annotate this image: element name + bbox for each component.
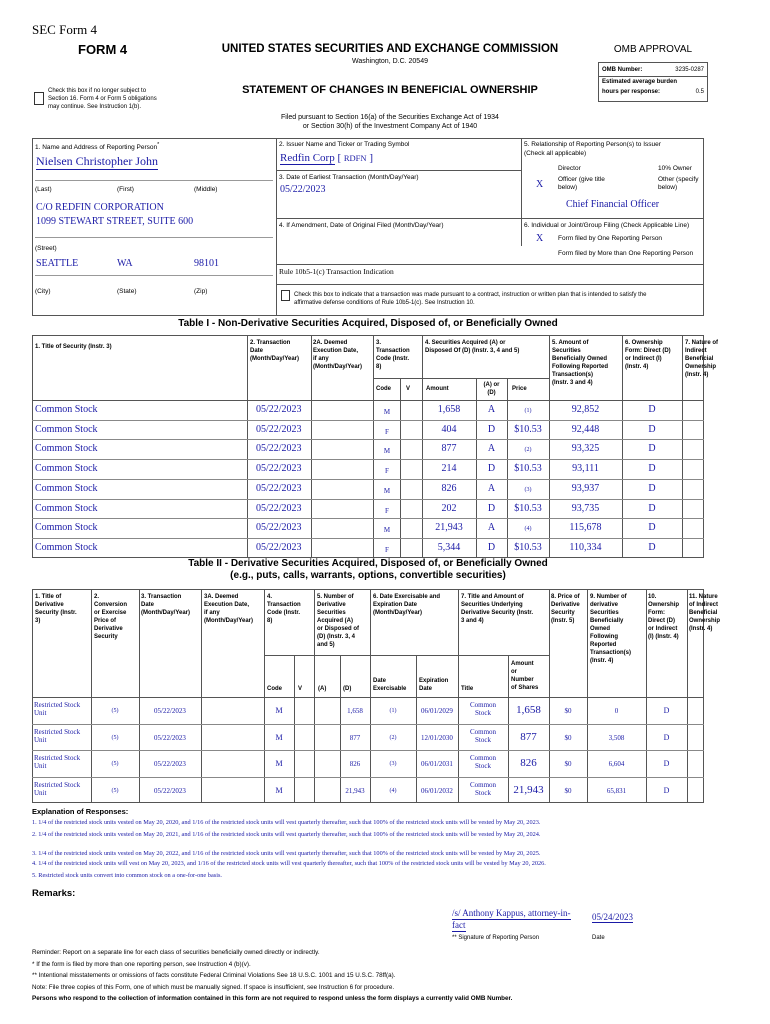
zip: 98101 xyxy=(194,258,219,269)
t2-underlying-line1: Common xyxy=(469,780,497,789)
t1-date: 05/22/2023 xyxy=(256,443,302,455)
t2-title-line2: Unit xyxy=(34,788,47,797)
t1-h-date: 2. Transaction Date (Month/Day/Year) xyxy=(250,340,300,362)
t1-title: Common Stock xyxy=(35,522,98,534)
filing-label: 6. Individual or Joint/Group Filing (Check Applicable Line) xyxy=(524,222,690,229)
t1-owned: 115,678 xyxy=(569,522,602,534)
t2-disposed: 877 xyxy=(349,733,361,742)
t1-amount: 214 xyxy=(441,463,457,475)
amendment-label: 4. If Amendment, Date of Original Filed (Month/Day/Year) xyxy=(279,222,444,229)
t2-h-date: 3. Transaction Date (Month/Day/Year) xyxy=(141,594,191,616)
t2-date-exercisable: (3) xyxy=(389,761,397,767)
t2-expiration: 06/01/2031 xyxy=(421,760,453,768)
t1-amount: 1,658 xyxy=(437,404,461,415)
t2-h-d: (D) xyxy=(343,686,352,692)
t2-form: D xyxy=(663,785,670,795)
t1-ad: D xyxy=(487,423,496,435)
t1-ad: A xyxy=(487,443,496,455)
t1-h-owned: 5. Amount of Securities Beneficially Owned Following Reported Transaction(s) (Instr. 3 and 4) xyxy=(552,340,608,386)
one-person-check[interactable]: X xyxy=(536,233,544,244)
t1-form: D xyxy=(648,443,656,455)
other-label: Other (specify below) xyxy=(658,176,699,191)
t2-date: 05/22/2023 xyxy=(154,760,186,768)
t1-title: Common Stock xyxy=(35,482,98,494)
t1-form: D xyxy=(648,522,656,534)
t1-title: Common Stock xyxy=(35,404,98,415)
footer-reminder: Reminder: Report on a separate line for each class of securities beneficially owned directly or indirectly. xyxy=(32,949,320,956)
footer-misstatement: ** Intentional misstatements or omissions of facts constitute Federal Criminal Violations See 18 U.S.C. 1001 and 15 U.S.C. 78ff(a). xyxy=(32,972,396,979)
omb-title: OMB APPROVAL xyxy=(613,44,693,55)
check-note: Check this box if no longer subject to Section 16. Form 4 or Form 5 obligations may continue. See Instruction 1(b). xyxy=(48,88,157,110)
t2-underlying-line2: Stock xyxy=(475,735,491,744)
t2-conversion: (5) xyxy=(111,761,119,767)
t2-expiration: 06/01/2032 xyxy=(421,786,453,795)
t2-owned: 0 xyxy=(614,707,619,715)
t2-date-exercisable: (1) xyxy=(389,708,397,714)
officer-check[interactable]: X xyxy=(536,179,544,190)
explanation-4: 4. 1/4 of the restricted stock units will vest on May 20, 2023, and 1/16 of the restricted stock units will vest quarterly thereafter, such that 100% of the restricted stock units will be vested by May 20, 2026. xyxy=(32,860,546,867)
multi-person-label: Form filed by More than One Reporting Person xyxy=(558,250,694,257)
t1-ad: A xyxy=(487,522,496,534)
filed-note: Filed pursuant to Section 16(a) of the Securities Exchange Act of 1934 or Section 30(h) of the Investment Company Act of 1940 xyxy=(281,114,499,130)
t1-price: $10.53 xyxy=(514,423,542,435)
t1-owned: 93,111 xyxy=(572,463,599,475)
t1-amount: 877 xyxy=(441,443,457,455)
t2-underlying-line2: Stock xyxy=(475,762,491,770)
issuer-label: 2. Issuer Name and Ticker or Trading Symbol xyxy=(279,141,410,148)
commission-title: UNITED STATES SECURITIES AND EXCHANGE COMMISSION xyxy=(221,43,559,55)
t1-price: $10.53 xyxy=(514,541,542,553)
t2-expiration: 12/01/2030 xyxy=(421,733,453,742)
t2-h-price: 8. Price of Derivative Security (Instr. 5) xyxy=(551,594,580,624)
t1-owned: 92,448 xyxy=(571,423,600,435)
reporting-person-label: 1. Name and Address of Reporting Person* xyxy=(35,142,160,152)
t2-h-a: (A) xyxy=(318,686,327,692)
t1-owned: 92,852 xyxy=(571,404,600,415)
t2-h-amount: Amount or Number of Shares xyxy=(511,661,539,691)
t1-owned: 93,735 xyxy=(571,502,600,514)
t1-title: Common Stock xyxy=(35,541,98,553)
explanation-list xyxy=(32,819,704,880)
omb-burden-label: Estimated average burden xyxy=(602,79,678,85)
omb-hours-label: hours per response: xyxy=(602,89,661,95)
t1-h-aord: (A) or (D) xyxy=(483,382,500,396)
explanation-3: 3. 1/4 of the restricted stock units vested on May 20, 2022, and 1/16 of the restricted stock units will vest quarterly thereafter, such that 100% of the restricted stock units will be vested by May 20, 2025. xyxy=(32,850,541,857)
t1-date: 05/22/2023 xyxy=(256,482,302,494)
t2-code: M xyxy=(275,706,283,715)
t2-underlying-line1: Common xyxy=(469,727,497,736)
t2-form: D xyxy=(663,732,670,742)
t2-underlying-line2: Stock xyxy=(475,709,491,717)
t2-title-line2: Unit xyxy=(34,735,47,744)
t2-form: D xyxy=(663,706,670,715)
t1-h-form: 6. Ownership Form: Direct (D) or Indirect (I) (Instr. 4) xyxy=(625,340,671,370)
t1-date: 05/22/2023 xyxy=(256,463,302,475)
t1-price: $10.53 xyxy=(514,463,542,475)
t2-title-line2: Unit xyxy=(34,762,47,770)
one-person-label: Form filed by One Reporting Person xyxy=(558,235,663,242)
t2-h-owned: 9. Number of derivative Securities Beneficially Owned Following Reported Transaction(s) (Instr. 4) xyxy=(590,594,632,664)
rule-text: Check this box to indicate that a transaction was made pursuant to a contract, instruction or written plan that is intended to satisfy the affirmative defense conditions of Rule 10b5-1(c). See Instruction 10. xyxy=(294,292,647,306)
t2-conversion: (5) xyxy=(111,708,119,714)
footer-notes xyxy=(32,947,512,1005)
relationship-sub: (Check all applicable) xyxy=(524,150,587,157)
omb-number-label: OMB Number: xyxy=(602,67,643,73)
t1-date: 05/22/2023 xyxy=(256,541,302,553)
t1-price: $10.53 xyxy=(514,502,542,514)
t2-date: 05/22/2023 xyxy=(154,707,186,715)
t2-h-date-ex: Date Exercisable xyxy=(373,678,407,692)
t1-owned: 110,334 xyxy=(569,541,602,553)
t1-h-code: 3. Transaction Code (Instr. 8) xyxy=(376,340,410,370)
t1-title: Common Stock xyxy=(35,423,98,435)
t1-form: D xyxy=(648,482,656,494)
signature-name: /s/ Anthony Kappus, attorney-in- fact xyxy=(452,908,571,930)
t2-shares: 1,658 xyxy=(516,704,541,716)
t1-amount: 404 xyxy=(441,423,457,435)
t1-h-amount: Amount xyxy=(426,386,449,392)
t1-form: D xyxy=(648,541,656,553)
rule-10b5-checkbox[interactable] xyxy=(281,290,290,301)
earliest-date: 05/22/2023 xyxy=(280,184,326,195)
form-title: FORM 4 xyxy=(78,42,128,57)
footer-note: Note: File three copies of this Form, one of which must be manually signed. If space is insufficient, see Instruction 6 for procedure. xyxy=(32,983,395,991)
address-line-2: 1099 STEWART STREET, SUITE 600 xyxy=(36,216,194,227)
t2-price: $0 xyxy=(564,760,572,768)
t1-h-deemed: 2A. Deemed Execution Date, if any (Month/Day/Year) xyxy=(313,340,363,370)
t2-owned: 65,831 xyxy=(606,786,627,795)
street-label: (Street) xyxy=(35,245,57,252)
t1-amount: 826 xyxy=(441,482,457,494)
t2-owned: 3,508 xyxy=(608,733,625,742)
signature-date: 05/24/2023 xyxy=(592,912,634,922)
ten-percent-label: 10% Owner xyxy=(658,165,692,172)
footer-omb: Persons who respond to the collection of information contained in this form are not required to respond unless the form displays a currently valid OMB Number. xyxy=(32,995,513,1002)
date-label: Date xyxy=(592,935,605,941)
t2-title-line1: Restricted Stock xyxy=(34,754,81,762)
t1-title: Common Stock xyxy=(35,443,98,455)
t2-conversion: (5) xyxy=(111,734,119,741)
t2-h-underlying: 7. Title and Amount of Securities Underlying Derivative Security (Instr. 3 and 4) xyxy=(461,594,534,624)
t1-code: F xyxy=(385,545,389,554)
t1-amount: 21,943 xyxy=(435,522,463,534)
t1-code: F xyxy=(385,427,389,436)
t2-h-expiration: Expiration Date xyxy=(419,678,449,692)
explanation-1: 1. 1/4 of the restricted stock units vested on May 20, 2020, and 1/16 of the restricted stock units will vest quarterly thereafter, such that 100% of the restricted stock units will be vested by May 20, 2023. xyxy=(32,819,541,826)
t1-price: (3) xyxy=(524,486,532,493)
city: SEATTLE xyxy=(36,258,79,269)
t1-ad: A xyxy=(487,482,496,494)
t2-h-form: 10. Ownership Form: Direct (D) or Indirect (I) (Instr. 4) xyxy=(648,594,680,640)
last-label: (Last) xyxy=(35,186,52,193)
t2-form: D xyxy=(663,759,670,768)
t1-ad: D xyxy=(487,541,496,553)
t2-date: 05/22/2023 xyxy=(154,733,186,742)
t2-shares: 877 xyxy=(520,730,537,743)
t1-h-v: V xyxy=(406,386,411,392)
state-label: (State) xyxy=(117,288,137,295)
earliest-date-label: 3. Date of Earliest Transaction (Month/Day/Year) xyxy=(279,174,419,181)
t1-date: 05/22/2023 xyxy=(256,502,302,514)
t1-code: M xyxy=(383,526,391,535)
t2-disposed: 826 xyxy=(349,760,361,768)
t1-h-code-sub: Code xyxy=(376,386,391,392)
t1-h-price: Price xyxy=(512,386,527,392)
t2-title-line1: Restricted Stock xyxy=(34,727,81,736)
t2-underlying-line1: Common xyxy=(469,754,497,762)
location: Washington, D.C. 20549 xyxy=(351,58,428,65)
t1-date: 05/22/2023 xyxy=(256,423,302,435)
t2-h-ttl: Title xyxy=(461,686,474,692)
t2-disposed: 21,943 xyxy=(345,786,365,795)
t1-h-acquired: 4. Securities Acquired (A) or Disposed Of (D) (Instr. 3, 4 and 5) xyxy=(425,340,520,354)
t1-code: M xyxy=(383,408,391,416)
explanation-2: 2. 1/4 of the restricted stock units vested on May 20, 2021, and 1/16 of the restricted stock units will vest quarterly thereafter, such that 100% of the restricted stock units will be vested by May 20, 2024. xyxy=(32,831,541,838)
footer-multiple: * If the form is filed by more than one reporting person, see Instruction 4 (b)(v). xyxy=(32,960,251,968)
t1-h-nature: 7. Nature of Indirect Beneficial Ownership (Instr. 4) xyxy=(685,340,719,378)
t2-h-exercisable: 6. Date Exercisable and Expiration Date (Month/Day/Year) xyxy=(373,594,441,616)
t1-price: (2) xyxy=(524,447,532,454)
t2-disposed: 1,658 xyxy=(347,707,363,715)
t2-expiration: 06/01/2029 xyxy=(421,707,453,715)
omb-box xyxy=(598,62,708,102)
t1-code: F xyxy=(385,467,389,476)
no-longer-subject-checkbox[interactable] xyxy=(34,92,44,105)
t1-form: D xyxy=(648,404,656,415)
t1-code: M xyxy=(383,447,391,456)
explanation-title: Explanation of Responses: xyxy=(32,807,129,816)
address-line-1: C/O REDFIN CORPORATION xyxy=(36,202,164,213)
t2-title-line1: Restricted Stock xyxy=(34,780,81,789)
officer-title: Chief Financial Officer xyxy=(566,199,660,210)
t1-owned: 93,325 xyxy=(571,443,600,455)
t2-shares: 826 xyxy=(520,757,537,769)
t1-price: (1) xyxy=(524,408,532,414)
t2-date: 05/22/2023 xyxy=(154,786,186,795)
t2-price: $0 xyxy=(564,707,572,715)
t1-h-title: 1. Title of Security (Instr. 3) xyxy=(35,344,112,350)
sec-label: SEC Form 4 xyxy=(32,22,98,37)
middle-label: (Middle) xyxy=(194,186,218,193)
t2-h-title: 1. Title of Derivative Security (Instr. 3) xyxy=(35,594,77,624)
zip-label: (Zip) xyxy=(194,288,208,295)
t1-title: Common Stock xyxy=(35,463,98,475)
omb-burden: 0.5 xyxy=(695,89,704,95)
omb-number: 3235-0287 xyxy=(675,67,704,73)
issuer-name: Redfin Corp [ RDFN ] xyxy=(280,152,373,164)
t1-ad: D xyxy=(487,502,496,514)
t1-form: D xyxy=(648,502,656,514)
t2-price: $0 xyxy=(564,733,572,742)
t1-ad: A xyxy=(487,404,496,415)
t2-h-code: 4. Transaction Code (Instr. 8) xyxy=(267,594,301,624)
officer-label: Officer (give title below) xyxy=(558,176,605,191)
t2-code: M xyxy=(275,759,283,768)
remarks-title: Remarks: xyxy=(32,888,76,899)
t2-title-line1: Restricted Stock xyxy=(34,701,81,709)
t2-price: $0 xyxy=(564,786,572,795)
t2-date-exercisable: (4) xyxy=(389,787,397,794)
t2-underlying-line2: Stock xyxy=(475,788,491,797)
t1-date: 05/22/2023 xyxy=(256,522,302,534)
table1-title: Table I - Non-Derivative Securities Acquired, Disposed of, or Beneficially Owned xyxy=(178,318,558,329)
first-label: (First) xyxy=(117,186,134,193)
reporting-person-name: Nielsen Christopher John xyxy=(36,154,158,168)
t1-form: D xyxy=(648,463,656,475)
t2-shares: 21,943 xyxy=(513,783,544,796)
t2-title-line2: Unit xyxy=(34,709,47,717)
t1-ad: D xyxy=(487,463,496,475)
relationship-label: 5. Relationship of Reporting Person(s) to Issuer xyxy=(524,141,661,148)
explanation-5: 5. Restricted stock units convert into common stock on a one-for-one basis. xyxy=(32,872,222,879)
t2-h-number: 5. Number of Derivative Securities Acquired (A) or Disposed of (D) (Instr. 3, 4 and 5) xyxy=(317,594,360,648)
t2-conversion: (5) xyxy=(111,787,119,794)
t1-form: D xyxy=(648,423,656,435)
director-label: Director xyxy=(558,165,581,172)
t2-underlying-line1: Common xyxy=(469,701,497,709)
t1-amount: 5,344 xyxy=(437,541,461,553)
rule-label: Rule 10b5-1(c) Transaction Indication xyxy=(279,267,394,276)
t1-title: Common Stock xyxy=(35,502,98,514)
statement-title: STATEMENT OF CHANGES IN BENEFICIAL OWNERSHIP xyxy=(242,84,538,96)
t1-date: 05/22/2023 xyxy=(256,404,302,415)
t2-h-code-sub: Code xyxy=(267,686,282,692)
t1-code: F xyxy=(385,506,389,515)
t1-code: M xyxy=(383,486,391,495)
t2-h-deemed: 3A. Deemed Execution Date, if any (Month/Day/Year) xyxy=(204,594,254,624)
state: WA xyxy=(117,258,133,269)
t2-code: M xyxy=(275,732,283,742)
t1-owned: 93,937 xyxy=(571,482,600,494)
signature-label: ** Signature of Reporting Person xyxy=(452,935,540,941)
table2-title: Table II - Derivative Securities Acquired, Disposed of, or Beneficially Owned (e.g., puts, calls, warrants, options, convertible securities) xyxy=(188,558,548,581)
t2-h-v: V xyxy=(298,686,303,692)
t2-date-exercisable: (2) xyxy=(389,734,397,741)
t1-amount: 202 xyxy=(441,502,457,514)
t2-h-nature: 11. Nature of Indirect Beneficial Ownership (Instr. 4) xyxy=(689,594,721,632)
t2-owned: 6,604 xyxy=(608,760,625,768)
t2-code: M xyxy=(275,785,283,795)
t1-price: (4) xyxy=(524,526,532,533)
city-label: (City) xyxy=(35,288,51,295)
t2-h-conversion: 2. Conversion or Exercise Price of Derivative Security xyxy=(94,594,128,640)
